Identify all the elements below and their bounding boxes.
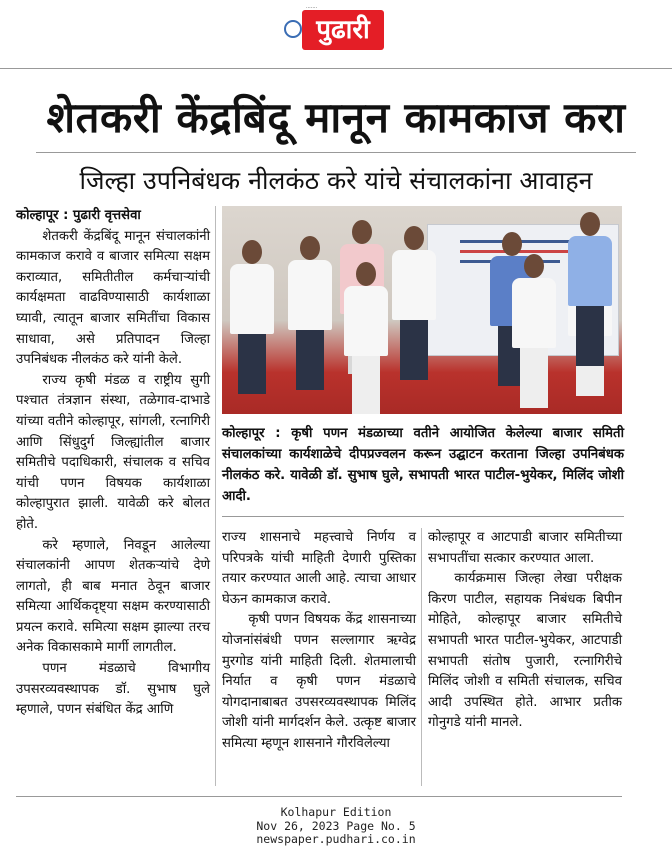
logo-text: पुढारी bbox=[302, 10, 384, 50]
emblem-icon bbox=[284, 20, 302, 38]
person bbox=[392, 226, 436, 376]
paragraph: शेतकरी केंद्रबिंदू मानून संचालकांनी कामकाज करावे व बाजार समित्या सक्षम कराव्यात, समितीतील कर्मचाऱ्यांची कार्यक्षमता वाढविण्यासाठी कार्यशाळा घ्यावी, त्यातून बाजार समितींचा विकास साधावा, असे प्रतिपादन जिल्हा उपनिबंधक नीलकंठ करे यांनी केले. bbox=[16, 228, 210, 368]
paragraph: राज्य शासनाचे महत्त्वाचे निर्णय व परिपत्रके यांची माहिती देणारी पुस्तिका तयार करण्यात आली आहे. त्याचा आधार घेऊन कामकाज करावे. bbox=[222, 530, 416, 607]
person bbox=[230, 240, 274, 390]
event-photo[interactable] bbox=[222, 206, 622, 414]
footer-rule bbox=[16, 796, 622, 797]
logo-tagline: ....... bbox=[306, 4, 318, 10]
paragraph: कोल्हापूर व आटपाडी बाजार समितीच्या सभापतींचा सत्कार करण्यात आला. bbox=[428, 530, 622, 566]
edition-label: Kolhapur Edition bbox=[280, 805, 392, 819]
person bbox=[512, 254, 556, 404]
column-divider bbox=[421, 528, 422, 786]
footer bbox=[0, 806, 672, 847]
subheadline: जिल्हा उपनिबंधक नीलकंठ करे यांचे संचालकांना आवाहन bbox=[79, 166, 593, 195]
paragraph: पणन मंडळाचे विभागीय उपसरव्यवस्थापक डॉ. सुभाष घुले म्हणाले, पणन संबंधित केंद्र आणि bbox=[16, 661, 210, 718]
column-divider bbox=[215, 206, 216, 786]
headline: शेतकरी केंद्रबिंदू मानून कामकाज करा bbox=[46, 93, 626, 142]
caption-rule bbox=[222, 516, 624, 517]
masthead-rule bbox=[0, 68, 672, 69]
paragraph: राज्य कृषी मंडळ व राष्ट्रीय सुगी पश्चात तंत्रज्ञान संस्था, तळेगाव-दाभाडे यांच्या वतीने कोल्हापूर, सांगली, रत्नागिरी आणि सिंधुदुर्ग जिल्ह्यांतील बाजार समितीचे पदाधिकारी, संचालक व सचिव यांची पणन विषयक कार्यशाळा कोल्हापुरात झाली. यावेळी करे बोलत होते. bbox=[16, 372, 210, 532]
article-column-1 bbox=[16, 206, 210, 721]
paragraph: कृषी पणन विषयक केंद्र शासनाच्या योजनांसंबंधी पणन सल्लागार ऋग्वेद्र मुरगोड यांनी माहिती दिली. शेतमालाची निर्यात व कृषी पणन मंडळाचे योगदानाबाबत उपसरव्यवस्थापक मिलिंद जोशी यांनी मार्गदर्शन केले. उत्कृष्ट बाजार समित्या म्हणून शासनाने गौरविलेल्या bbox=[222, 612, 416, 751]
person bbox=[288, 236, 332, 386]
date-page-label: Nov 26, 2023 Page No. 5 bbox=[256, 818, 416, 833]
paragraph: कार्यक्रमास जिल्हा लेखा परीक्षक किरण पाटील, सहायक निबंधक बिपीन मोहिते, कोल्हापूर बाजार समितीचे सभापती भारत पाटील-भुयेकर, आटपाडी सभापती संतोष पुजारी, रत्नागिरीचे मिलिंद जोशी व समिती संचालक, सचिव आदी उपस्थित होते. आभार प्रतीक गोनुगडे यांनी मानले. bbox=[428, 571, 622, 731]
article-column-3 bbox=[428, 528, 622, 734]
headline-rule bbox=[36, 152, 636, 153]
pudhari-logo[interactable] bbox=[284, 6, 394, 54]
article-column-2 bbox=[222, 528, 416, 755]
newspaper-url[interactable]: newspaper.pudhari.co.in bbox=[256, 832, 416, 846]
masthead bbox=[0, 6, 672, 56]
dateline: कोल्हापूर : पुढारी वृत्तसेवा bbox=[16, 208, 141, 223]
person bbox=[568, 212, 612, 362]
photo-caption: कोल्हापूर : कृषी पणन मंडळाच्या वतीने आयोजित केलेल्या बाजार समिती संचालकांच्या कार्यशाळेचे दीपप्रज्वलन करून उद्घाटन करताना जिल्हा उपनिबंधक नीलकंठ करे. यावेळी डॉ. सुभाष घुले, सभापती भारत पाटील-भुयेकर, मिलिंद जोशी आदी. bbox=[222, 426, 624, 504]
person bbox=[344, 262, 388, 412]
paragraph: करे म्हणाले, निवडून आलेल्या संचालकांनी आपण शेतकऱ्यांचे देणे लागतो, ही बाब मनात ठेवून बाजार समित्या आर्थिकदृष्ट्या सक्षम करण्यासाठी प्रयत्न करावे. समित्या सक्षम झाल्या तरच अनेक विकासकामे मार्गी लागतील. bbox=[16, 537, 210, 656]
